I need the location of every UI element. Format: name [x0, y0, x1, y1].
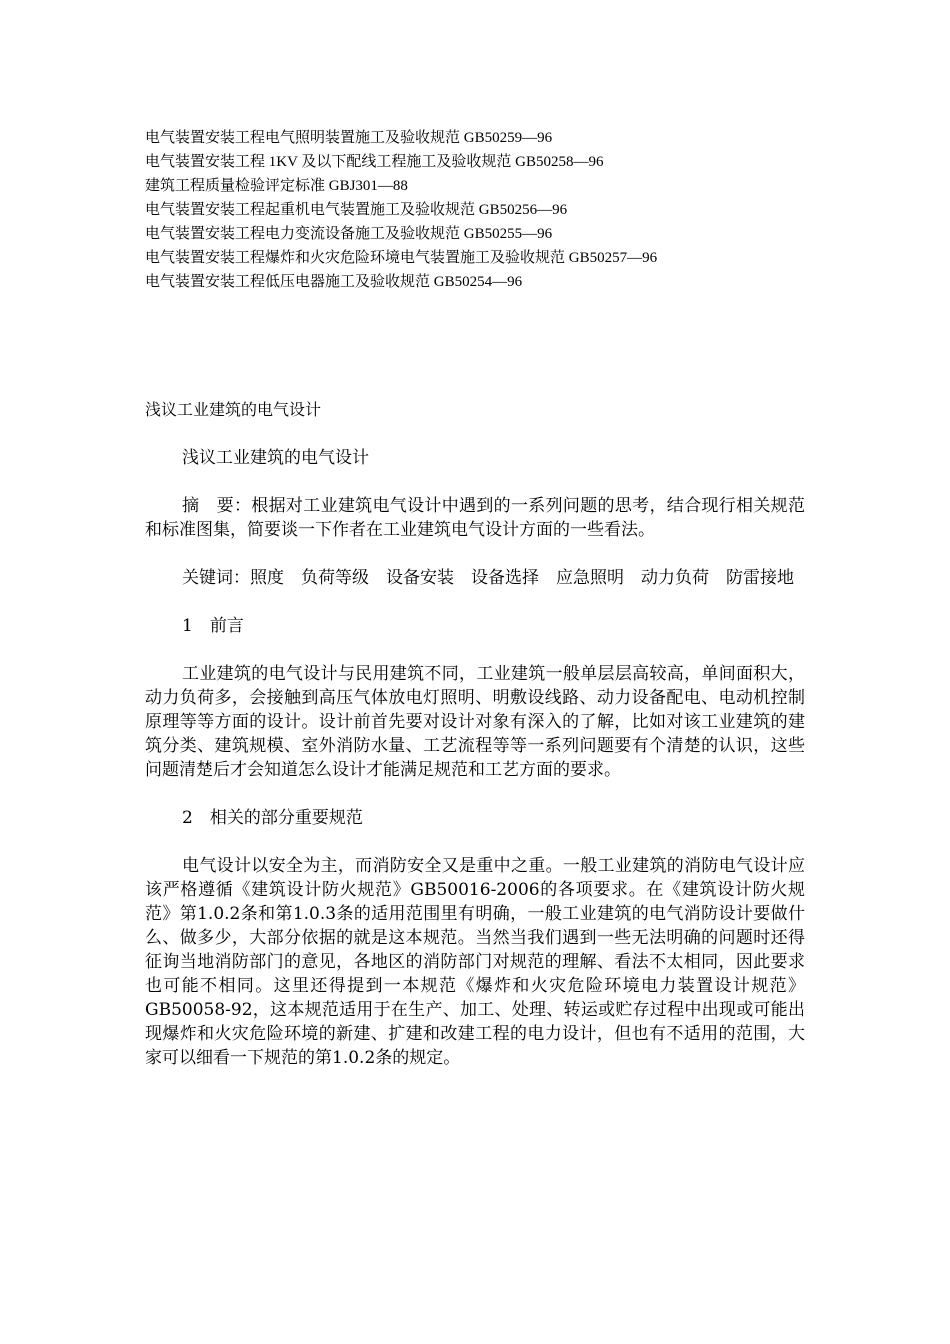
section-1-heading: 1 前言: [182, 616, 244, 636]
section-2-heading: 2 相关的部分重要规范: [182, 808, 363, 828]
section-2-paragraph: 电气设计以安全为主，而消防安全又是重中之重。一般工业建筑的消防电气设计应该严格遵循《建筑设计防火规范》GB50016-2006的各项要求。在《建筑设计防火规范》第1.0.2条和第1.0.3条的适用范围里有明确，一般工业建筑的电气消防设计要做什么、做多少，大部分依据的就是这本规范。当然当我们遇到一些无法明确的问题时还得征询当地消防部门的意见，各地区的消防部门对规范的理解、看法不太相同，因此要求也可能不相同。这里还得提到一本规范《爆炸和火灾危险环境电力装置设计规范》GB50058-92，这本规范适用于在生产、加工、处理、转运或贮存过程中出现或可能出现爆炸和火灾危险环境的新建、扩建和改建工程的电力设计，但也有不适用的范围，大家可以细看一下规范的第1.0.2条的规定。: [145, 856, 805, 1068]
reference-item: 电气装置安装工程电气照明装置施工及验收规范 GB50259—96: [145, 130, 553, 146]
section-1-paragraph: 工业建筑的电气设计与民用建筑不同，工业建筑一般单层层高较高，单间面积大，动力负荷多，会接触到高压气体放电灯照明、明敷设线路、动力设备配电、电动机控制原理等等方面的设计。设计前首先要对设计对象有深入的了解，比如对该工业建筑的建筑分类、建筑规模、室外消防水量、工艺流程等等一系列问题要有个清楚的认识，这些问题清楚后才会知道怎么设计才能满足规范和工艺方面的要求。: [145, 664, 805, 780]
reference-item: 建筑工程质量检验评定标准 GBJ301—88: [145, 178, 408, 194]
article-subtitle: 浅议工业建筑的电气设计: [182, 448, 369, 468]
article-title: 浅议工业建筑的电气设计: [145, 400, 322, 419]
keywords-paragraph: 关键词：照度 负荷等级 设备安装 设备选择 应急照明 动力负荷 防雷接地: [182, 568, 794, 588]
reference-item: 电气装置安装工程电力变流设备施工及验收规范 GB50255—96: [145, 226, 553, 242]
reference-item: 电气装置安装工程低压电器施工及验收规范 GB50254—96: [145, 274, 523, 290]
reference-list: [145, 126, 865, 294]
article-body: [145, 446, 805, 1094]
reference-item: 电气装置安装工程 1KV 及以下配线工程施工及验收规范 GB50258—96: [145, 154, 604, 170]
reference-item: 电气装置安装工程起重机电气装置施工及验收规范 GB50256—96: [145, 202, 568, 218]
reference-item: 电气装置安装工程爆炸和火灾危险环境电气装置施工及验收规范 GB50257—96: [145, 250, 658, 266]
abstract-paragraph: 摘 要：根据对工业建筑电气设计中遇到的一系列问题的思考，结合现行相关规范和标准图集，简要谈一下作者在工业建筑电气设计方面的一些看法。: [145, 496, 805, 540]
